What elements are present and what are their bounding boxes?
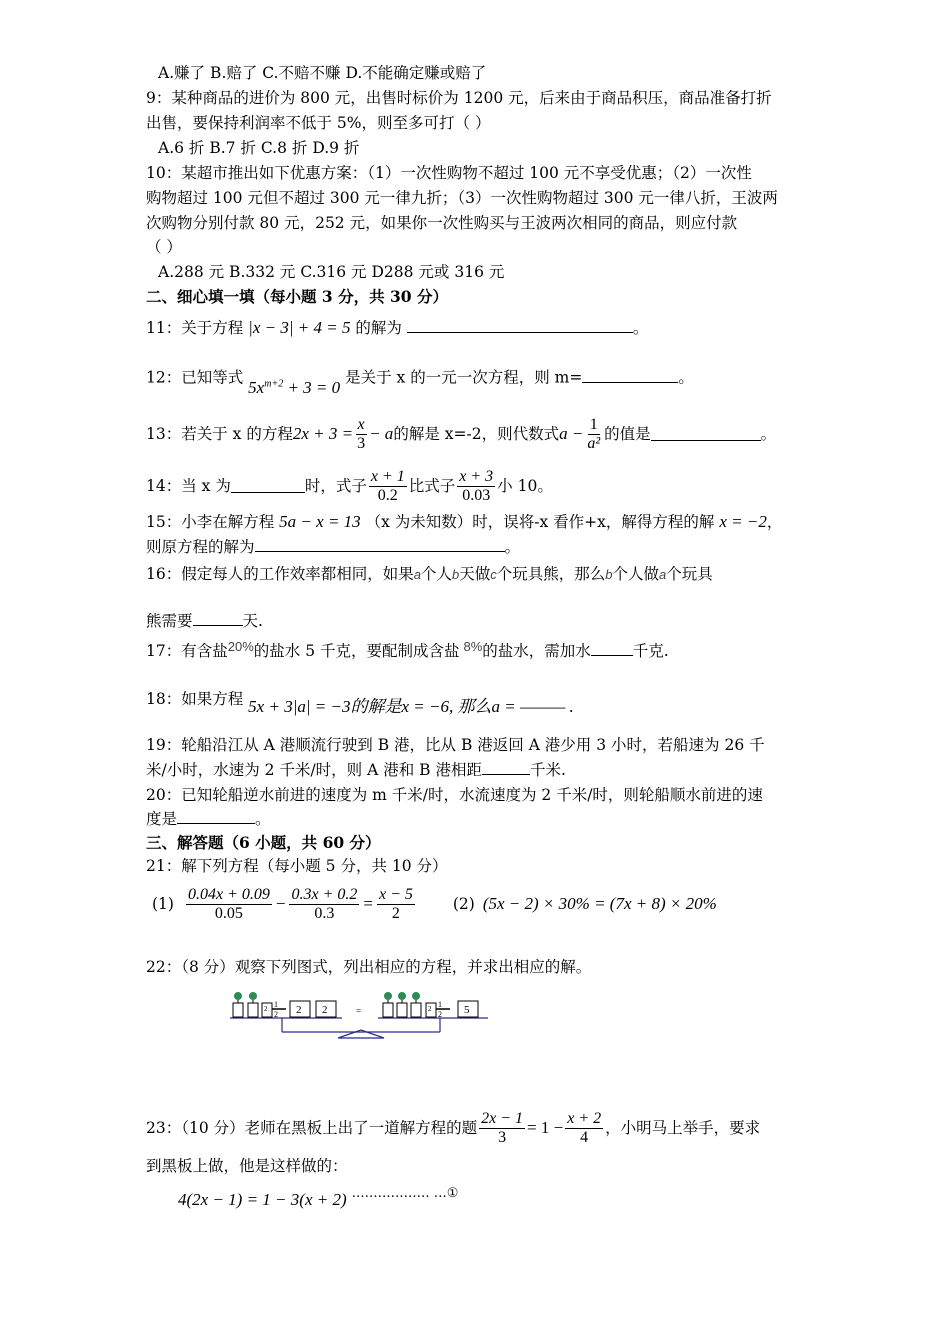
q11-equation: |x − 3| + 4 = 5 [248,318,351,337]
q20-l2-end: 。 [255,810,271,828]
section-2-heading: 二、细心填一填（每小题 3 分，共 30 分） [146,287,448,306]
q21-frac-b-den: 0.3 [314,904,335,922]
right-tree-2-icon [397,992,407,1017]
q13-post: 的值是 [604,425,651,443]
q23-frac-2 [565,1110,603,1147]
right-tree-3-icon [411,992,421,1017]
balance-fulcrum [338,1030,384,1038]
q15-eq1: 5a − x = 13 [279,512,361,531]
q9-options: A.6 折 B.7 折 C.8 折 D.9 折 [158,139,360,157]
q16-l2-end: 天. [242,612,263,630]
q17-answer-blank[interactable] [591,641,633,656]
q18-prefix: 18：如果方程 [146,690,244,708]
q10-line1: 10：某超市推出如下优惠方案：（1）一次性购物不超过 100 元不享受优惠；（2）一次性 [146,164,752,182]
q13-mid: 的解是 x=-2，则代数式 [393,425,560,443]
q10-line2: 购物超过 100 元但不超过 300 元一律九折；（3）一次性购物超过 300 元一律八折，王波两 [146,189,778,207]
q21-frac-a-num: 0.04x + 0.09 [187,885,270,903]
q12 [146,364,694,397]
q13-prefix: 13：若关于 x 的方程 [146,425,293,443]
q10-options: A.288 元 B.332 元 C.316 元 D288 元或 316 元 [158,263,505,281]
q19-l2-end: 千米. [529,761,566,779]
q14-frac1-num: x + 1 [370,467,405,485]
q14 [146,462,553,510]
q12-eq-base: 5x [248,377,265,397]
q15-l2-text: 则原方程的解为 [146,538,255,556]
q17-mid2: 的盐水，需加水 [482,642,591,660]
q20-line1: 20：已知轮船逆水前进的速度为 m 千米/时，水流速度为 2 千米/时，则轮船顺水前进的速 [146,786,763,804]
q15-end: ， [766,513,783,531]
q17-prefix: 17：有含盐 [146,642,228,660]
q23-frac-1 [479,1110,525,1147]
q20-answer-blank[interactable] [177,809,255,824]
q20-l2-text: 度是 [146,810,178,828]
left-tree-1-icon [233,992,243,1017]
q11-end: 。 [632,319,649,337]
q23-frac1-den: 3 [498,1128,507,1146]
q20-line2 [146,809,271,829]
q11-text: 的解为 [355,319,402,337]
q16-t5: 个玩具 [666,565,713,583]
q14-prefix: 14：当 x 为 [146,477,231,495]
q14-frac2-num: x + 3 [459,467,494,485]
q22-equals-sign: = [356,1006,362,1016]
q16-var-a2: a [659,567,667,582]
q9-line2: 出售，要保持利润率不低于 5%，则至多可打（ ） [146,114,491,132]
q22-balance-diagram [226,988,492,1044]
left-box-2a-label: 2 [296,1004,302,1016]
q19-l2-text: 米/小时，水速为 2 千米/时，则 A 港和 B 港相距 [146,761,482,779]
q16-l2-text: 熊需要 [146,612,193,630]
right-box-5-label: 5 [464,1004,470,1016]
left-z-label: 2 [264,1005,268,1013]
q13-answer-blank[interactable] [651,428,761,441]
q16-line2 [146,611,263,631]
q23-prefix: 23：（10 分）老师在黑板上出了一道解方程的题 [146,1119,478,1137]
q14-mid1: 时，式子 [304,477,367,495]
q17-percent-20: 20% [227,639,254,654]
right-frac-num: 1 [438,1000,442,1009]
q16-var-a: a [413,567,421,582]
q16-var-b: b [451,567,460,582]
q16-t1: 个人 [420,565,452,583]
q13-frac2-den: a² [587,434,601,452]
q9-line1: 9：某种商品的进价为 800 元，出售时标价为 1200 元，后来由于商品积压，商品准备打折 [146,89,772,107]
q16-line1 [146,564,713,585]
q21-frac-a-den: 0.05 [214,904,243,922]
q13-frac2-num: 1 [589,415,598,433]
q17 [146,641,669,662]
q12-eq-rest: + 3 = 0 [283,377,341,397]
q15-eq2: x = −2 [719,512,767,531]
q18-equation: 5x + 3|a| = −3的解是x = −6, 那么a = ——— . [248,697,574,716]
q16-t3: 个玩具熊，那么 [496,565,606,583]
q15-mid: （x 为未知数）时，误将-x 看作+x，解得方程的解 [365,513,715,531]
q23-line2: 到黑板上做，他是这样做的： [146,1157,348,1175]
q12-equation [248,378,340,397]
q21-minus: − [275,894,286,913]
q23-post: ，小明马上举手，要求 [605,1119,761,1137]
right-tree-1-icon [383,992,393,1017]
q23-frac2-den: 4 [580,1128,589,1146]
q13-end: 。 [760,425,777,443]
q23-mid: = 1 − [527,1118,564,1137]
left-tree-2-icon [248,992,258,1017]
q12-text: 是关于 x 的一元一次方程，则 m= [345,368,583,387]
section-3-heading: 三、解答题（6 小题，共 60 分） [146,833,381,852]
q19-line2 [146,760,566,780]
q21-equations [152,880,717,928]
q23-step1 [178,1186,458,1208]
left-frac-den: 2 [274,1010,278,1019]
right-z-label: 2 [428,1005,432,1013]
q15-answer-blank[interactable] [255,537,505,552]
q14-answer-blank[interactable] [231,480,305,493]
q15-line1 [146,512,782,532]
q19-answer-blank[interactable] [482,760,530,775]
q11 [146,318,648,338]
q14-post: 小 10。 [497,477,553,495]
q13-fraction-1-a2 [585,416,602,453]
q12-answer-blank[interactable] [582,368,678,383]
q10-line4: （ ） [146,238,182,256]
q21-part2-label: (2) [452,895,475,913]
q13-eq1: 2x + 3 = [292,424,354,443]
q16-t2: 天做 [459,565,491,583]
left-frac-num: 1 [274,1000,278,1009]
q21-equation-2: (5x − 2) × 30% = (7x + 8) × 20% [482,894,717,913]
q16-answer-blank[interactable] [193,611,243,626]
q17-mid1: 的盐水 5 千克，要配制成含盐 [253,642,460,660]
q23-step1-marker: ……………… …① [351,1186,459,1201]
q14-frac1-den: 0.2 [377,486,398,504]
q14-mid2: 比式子 [408,477,456,495]
q21-frac-c-den: 2 [391,904,400,922]
q16-var-b2: b [605,567,613,582]
q21-part1-label: (1) [152,895,174,913]
q21-frac-c [377,886,415,923]
right-frac-den: 2 [438,1010,442,1019]
q13-frac-num: x [357,415,365,433]
q13-eq3: a − [559,424,584,443]
q16-prefix: 16：假定每人的工作效率都相同，如果 [146,565,414,583]
q13-eq2: − a [369,424,394,443]
q16-t4: 个人做 [612,565,659,583]
q16-var-c: c [490,567,497,582]
q12-eq-exponent: m+2 [264,378,284,389]
q15-prefix: 15：小李在解方程 [146,513,275,531]
q21-frac-a [186,886,272,923]
q18 [146,689,574,716]
q22-text: 22：（8 分）观察下列图式，列出相应的方程，并求出相应的解。 [146,958,592,976]
q23-frac1-num: 2x − 1 [481,1109,524,1127]
q23-frac2-num: x + 2 [567,1109,602,1127]
q14-fraction-1 [369,468,407,505]
q12-prefix: 12：已知等式 [146,368,244,387]
q10-line3: 次购物分别付款 80 元，252 元，如果你一次性购买与王波两次相同的商品，则应付款 [146,214,738,232]
q23-line1 [146,1104,760,1152]
q21-frac-c-num: x − 5 [378,885,413,903]
q8-options: A.赚了 B.赔了 C.不赔不赚 D.不能确定赚或赔了 [158,64,487,82]
q14-fraction-2 [457,468,495,505]
q15-l2-end: 。 [504,538,521,556]
q23-step1-equation: 4(2x − 1) = 1 − 3(x + 2) [178,1190,347,1209]
q19-line1: 19：轮船沿江从 A 港顺流行驶到 B 港，比从 B 港返回 A 港少用 3 小时，若船速为 26 千 [146,736,765,754]
q13-fraction-x-3 [355,416,367,453]
q21-frac-b [289,886,359,923]
left-box-2b-label: 2 [322,1004,328,1016]
q11-answer-blank[interactable] [407,318,633,333]
q13 [146,410,776,458]
q11-prefix: 11：关于方程 [146,319,244,337]
q21-equals: = [363,894,373,913]
q14-frac2-den: 0.03 [462,486,491,504]
q21-frac-b-num: 0.3x + 0.2 [291,885,358,903]
q21-title: 21：解下列方程（每小题 5 分，共 10 分） [146,857,448,875]
q13-frac-den: 3 [357,434,366,452]
q17-percent-8: 8% [463,639,483,654]
q12-end: 。 [678,368,694,387]
q17-end: 千克. [632,642,669,660]
q15-line2 [146,537,520,557]
